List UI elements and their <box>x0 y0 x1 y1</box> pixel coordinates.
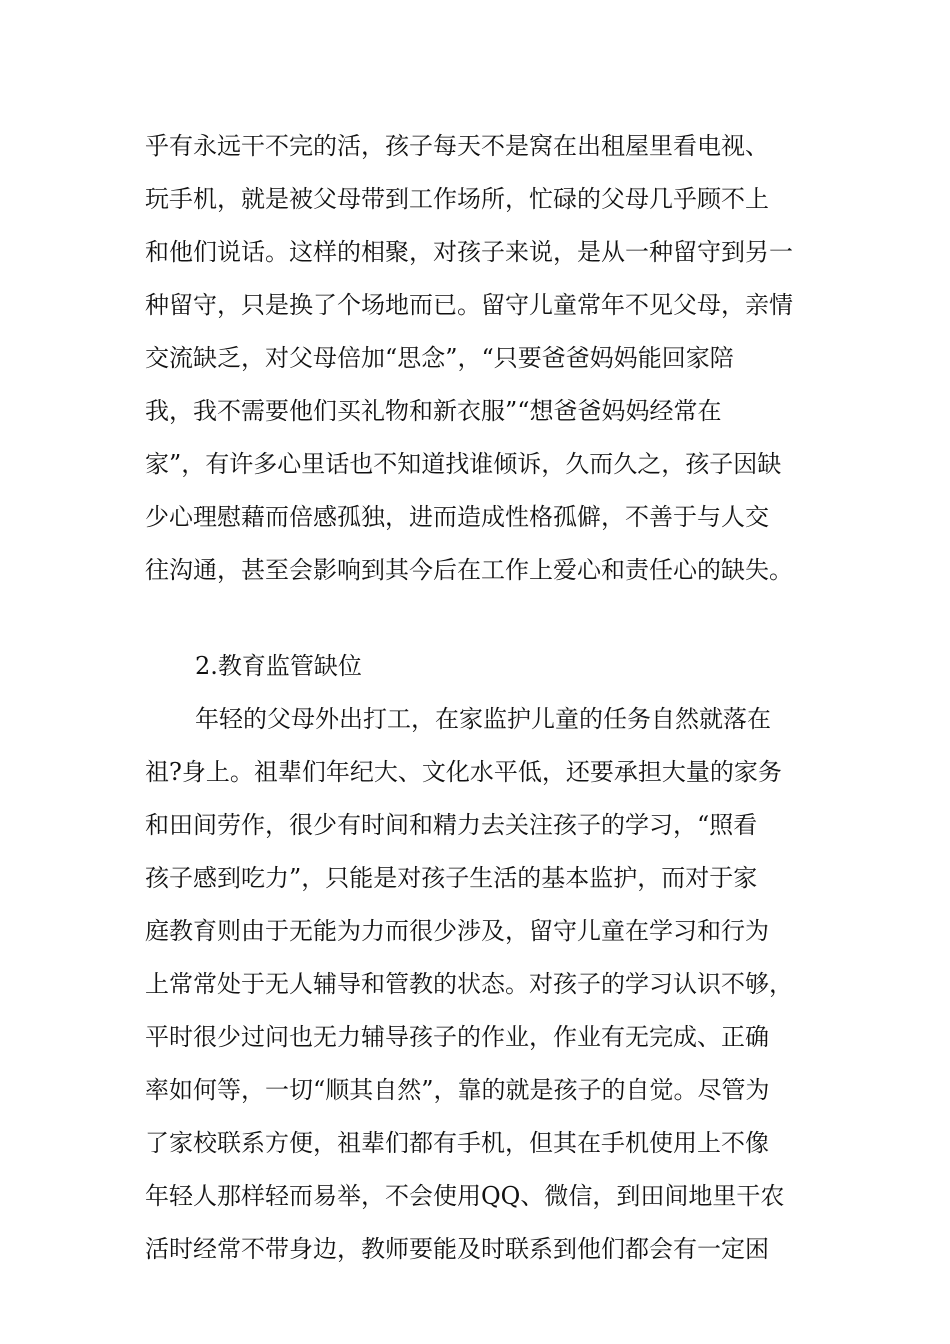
paragraph-2-line-10: 年轻人那样轻而易举，不会使用QQ、微信，到田间地里干农 <box>145 1182 785 1210</box>
paragraph-2-line-11: 活时经常不带身边，教师要能及时联系到他们都会有一定困 <box>145 1235 769 1263</box>
paragraph-2-line-9: 了家校联系方便，祖辈们都有手机，但其在手机使用上不像 <box>145 1129 769 1157</box>
paragraph-1-line-9: 往沟通，甚至会影响到其今后在工作上爱心和责任心的缺失。 <box>145 556 793 584</box>
paragraph-2-line-1: 年轻的父母外出打工，在家监护儿童的任务自然就落在 <box>195 705 771 733</box>
paragraph-1-line-3: 和他们说话。这样的相聚，对孩子来说，是从一种留守到另一 <box>145 238 793 266</box>
paragraph-2-line-8: 率如何等，一切“顺其自然”，靠的就是孩子的自觉。尽管为 <box>145 1076 770 1104</box>
paragraph-1-line-5: 交流缺乏，对父母倍加“思念”，“只要爸爸妈妈能回家陪 <box>145 344 734 372</box>
paragraph-2-line-4: 孩子感到吃力”，只能是对孩子生活的基本监护，而对于家 <box>145 864 758 892</box>
paragraph-2-line-3: 和田间劳作，很少有时间和精力去关注孩子的学习，“照看 <box>145 811 758 839</box>
paragraph-2-line-7: 平时很少过问也无力辅导孩子的作业，作业有无完成、正确 <box>145 1023 769 1051</box>
paragraph-1-line-4: 种留守，只是换了个场地而已。留守儿童常年不见父母，亲情 <box>145 291 793 319</box>
section-heading: 2.教育监管缺位 <box>195 652 362 680</box>
paragraph-1-line-8: 少心理慰藉而倍感孤独，进而造成性格孤僻，不善于与人交 <box>145 503 769 531</box>
paragraph-1-line-2: 玩手机，就是被父母带到工作场所，忙碌的父母几乎顾不上 <box>145 185 769 213</box>
paragraph-1-line-1: 乎有永远干不完的活，孩子每天不是窝在出租屋里看电视、 <box>145 132 769 160</box>
paragraph-2-line-2: 祖?身上。祖辈们年纪大、文化水平低，还要承担大量的家务 <box>145 758 782 786</box>
paragraph-1-line-6: 我，我不需要他们买礼物和新衣服”“想爸爸妈妈经常在 <box>145 397 722 425</box>
paragraph-1-line-7: 家”，有许多心里话也不知道找谁倾诉，久而久之，孩子因缺 <box>145 450 782 478</box>
paragraph-2-line-6: 上常常处于无人辅导和管教的状态。对孩子的学习认识不够， <box>145 970 793 998</box>
paragraph-2-line-5: 庭教育则由于无能为力而很少涉及，留守儿童在学习和行为 <box>145 917 769 945</box>
